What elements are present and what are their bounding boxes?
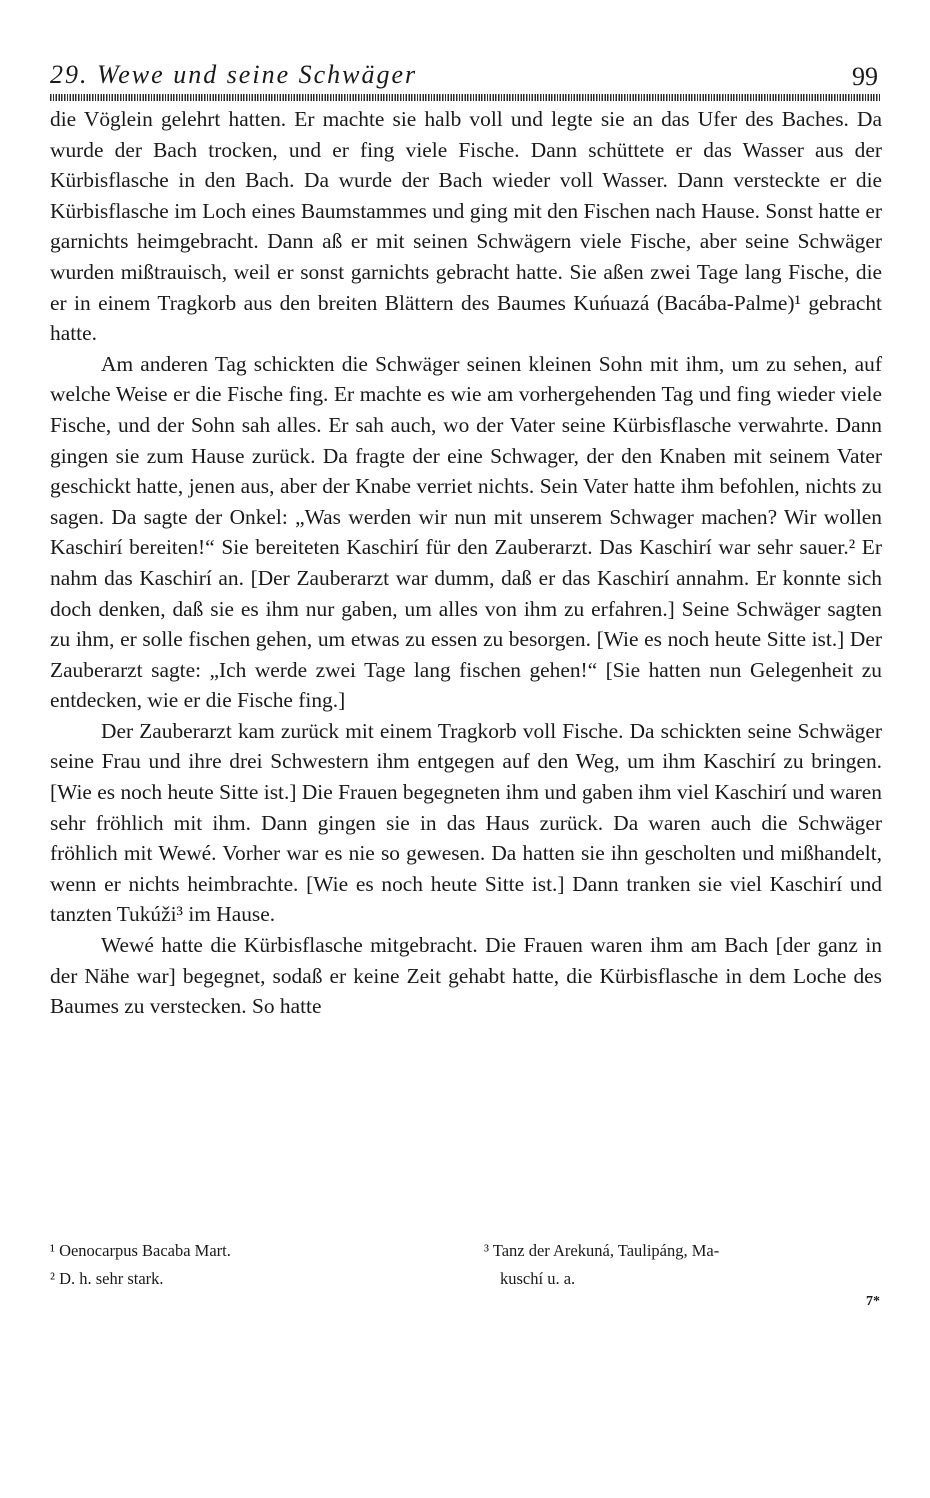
signature-mark: 7*	[866, 1294, 880, 1309]
paragraph-4: Wewé hatte die Kürbisflasche mitgebracht. Die Frauen waren ihm am Bach [der ganz in der Nähe war] begegnet, sodaß er keine Zeit gehabt hatte, die Kürbisflasche in dem Loche des Baumes zu verstecken. So hatte	[50, 933, 882, 1019]
body-text	[50, 104, 882, 1022]
footnote-3: ³ Tanz der Arekuná, Taulipáng, Ma-	[484, 1241, 720, 1260]
paragraph-1: die Vöglein gelehrt hatten. Er machte sie halb voll und legte sie an das Ufer des Baches. Da wurde der Bach trocken, und er fing viele Fische. Dann schüttete er das Wasser aus der Kürbisflasche in den Bach. Da wurde der Bach wieder voll Wasser. Dann versteckte er die Kürbisflasche im Loch eines Baumstammes und ging mit den Fischen nach Hause. Sonst hatte er garnichts heimgebracht. Dann aß er mit seinen Schwägern viele Fische, aber seine Schwäger wurden mißtrauisch, weil er sonst garnichts gebracht hatte. Sie aßen zwei Tage lang Fische, die er in einem Tragkorb aus den breiten Blättern des Baumes Kuńuazá (Bacába-Palme)¹ gebracht hatte.	[50, 107, 882, 346]
footnote-column-right	[484, 1237, 882, 1293]
header-rule	[50, 94, 880, 101]
paragraph-2: Am anderen Tag schickten die Schwäger seinen kleinen Sohn mit ihm, um zu sehen, auf welche Weise er die Fische fing. Er machte es wie am vorhergehenden Tag und fing wieder viele Fische, und der Sohn sah alles. Er sah auch, wo der Vater seine Kürbisflasche verwahrte. Dann gingen sie zum Hause zurück. Da fragte der eine Schwager, der den Knaben mit seinem Vater geschickt hatte, jenen aus, aber der Knabe verriet nichts. Sein Vater hatte ihm befohlen, nichts zu sagen. Da sagte der Onkel: „Was werden wir nun mit unserem Schwager machen? Wir wollen Kaschirí bereiten!“ Sie bereiteten Kaschirí für den Zauberarzt. Das Kaschirí war sehr sauer.² Er nahm das Kaschirí an. [Der Zauberarzt war dumm, daß er das Kaschirí annahm. Er konnte sich doch denken, daß sie es ihm nur gaben, um alles von ihm zu erfahren.] Seine Schwäger sagten zu ihm, er solle fischen gehen, um etwas zu essen zu besorgen. [Wie es noch heute Sitte ist.] Der Zauberarzt sagte: „Ich werde zwei Tage lang fischen gehen!“ [Sie hatten nun Gelegenheit zu entdecken, wie er die Fische fing.]	[50, 351, 882, 713]
footnote-3-continued: kuschí u. a.	[500, 1269, 576, 1288]
footnote-column-left	[50, 1237, 470, 1293]
paragraph-3: Der Zauberarzt kam zurück mit einem Tragkorb voll Fische. Da schickten seine Schwäger seine Frau und ihre drei Schwestern ihm entgegen auf den Weg, um ihm Kaschirí zu bringen. [Wie es noch heute Sitte ist.] Die Frauen begegneten ihm und gaben ihm viel Kaschirí und waren sehr fröhlich mit ihm. Dann gingen sie in das Haus zurück. Da waren auch die Schwäger fröhlich mit Wewé. Vorher war es nie so gewesen. Da hatten sie ihn gescholten und mißhandelt, wenn er nichts heimbrachte. [Wie es noch heute Sitte ist.] Dann tranken sie viel Kaschirí und tanzten Tukúži³ im Hause.	[50, 718, 882, 927]
footnote-1: ¹ Oenocarpus Bacaba Mart.	[50, 1241, 231, 1260]
page-number: 99	[852, 62, 878, 91]
chapter-title: 29. Wewe und seine Schwäger	[50, 60, 418, 89]
footnotes	[50, 1237, 882, 1307]
running-header	[50, 60, 880, 94]
footnote-2: ² D. h. sehr stark.	[50, 1269, 164, 1288]
